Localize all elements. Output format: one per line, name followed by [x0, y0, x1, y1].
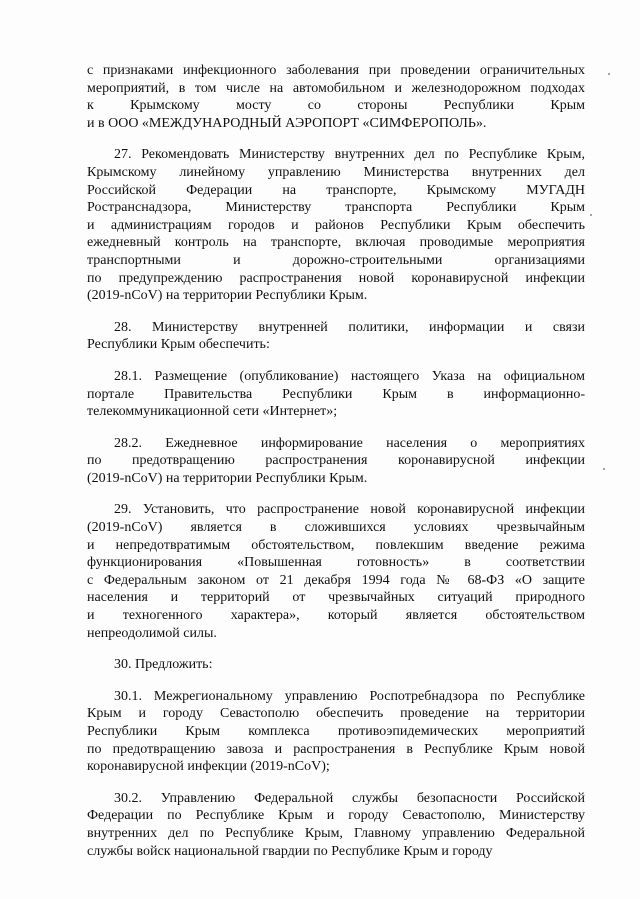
paragraph-30 — [87, 656, 585, 674]
text-line: 28.2. Ежедневное информирование населения о мероприятиях — [114, 435, 585, 451]
text-line: (2019-nCoV) является в сложившихся условиях чрезвычайным — [87, 520, 585, 536]
text-line: (2019-nCoV) на территории Республики Крым. — [87, 470, 368, 486]
paragraph-intro — [87, 62, 585, 132]
paragraph-28 — [87, 319, 585, 354]
text-line: 27. Рекомендовать Министерству внутренних дел по Республике Крым, — [114, 147, 585, 163]
text-line: к Крымскому мосту со стороны Республики Крым — [87, 98, 585, 114]
scan-speck — [590, 214, 592, 216]
text-line: 30.2. Управлению Федеральной службы безопасности Российской — [114, 790, 585, 806]
text-line: службы войск национальной гвардии по Республике Крым и городу — [87, 843, 493, 859]
text-line: 30. Предложить: — [114, 657, 213, 673]
text-line: Республики Крым комплекса противоэпидемических мероприятий — [87, 724, 585, 739]
text-line: с Федеральным законом от 21 декабря 1994 года № 68-ФЗ «О защите — [87, 572, 585, 588]
paragraph-28-2 — [87, 435, 585, 488]
text-line: по предупреждению распространения новой коронавирусной инфекции — [87, 270, 585, 286]
document-body — [87, 62, 585, 860]
paragraph-29 — [87, 501, 585, 642]
text-line: Крымскому линейному управлению Министерства внутренних дел — [87, 164, 585, 180]
text-line: (2019-nCoV) на территории Республики Крым. — [87, 288, 368, 304]
text-line: и в ООО «МЕЖДУНАРОДНЫЙ АЭРОПОРТ «СИМФЕРОПОЛЬ». — [87, 115, 487, 131]
text-line: Ространснадзора, Министерству транспорта Республики Крым — [87, 200, 585, 216]
text-line: коронавирусной инфекции (2019-nCoV); — [87, 759, 330, 775]
text-line: внутренних дел по Республике Крым, Главному управлению Федеральной — [87, 825, 585, 841]
text-line: непреодолимой силы. — [87, 625, 217, 641]
text-line: портале Правительства Республики Крым в информационно- — [87, 386, 585, 402]
paragraph-30-2 — [87, 790, 585, 860]
text-line: и непредотвратимым обстоятельством, повлекшим введение режима — [87, 537, 585, 553]
text-line: и администрациям городов и районов Республики Крым обеспечить — [87, 217, 585, 233]
scan-speck — [608, 73, 610, 75]
text-line: по предотвращению распространения коронавирусной инфекции — [87, 453, 585, 469]
text-line: Крым и городу Севастополю обеспечить проведение на территории — [87, 706, 585, 722]
text-line: с признаками инфекционного заболевания при проведении ограничительных — [87, 63, 585, 78]
text-line: 29. Установить, что распространение новой коронавирусной инфекции — [114, 502, 585, 518]
text-line: 30.1. Межрегиональному управлению Роспотребнадзора по Республике — [114, 688, 585, 704]
paragraph-27 — [87, 146, 585, 304]
text-line: функционирования «Повышенная готовность» в соответствии — [87, 555, 585, 571]
text-line: транспортными и дорожно-строительными организациями — [87, 252, 585, 268]
scan-speck — [603, 468, 605, 470]
text-line: Российской Федерации на транспорте, Крымскому МУГАДН — [87, 182, 585, 198]
text-line: Федерации по Республике Крым и городу Севастополю, Министерству — [87, 808, 585, 824]
text-line: 28.1. Размещение (опубликование) настоящего Указа на официальном — [114, 368, 585, 384]
paragraph-30-1 — [87, 688, 585, 776]
text-line: мероприятий, в том числе на автомобильном и железнодорожном подходах — [87, 80, 585, 96]
text-line: и техногенного характера», который является обстоятельством — [87, 608, 585, 624]
text-line: по предотвращению завоза и распространения в Республике Крым новой — [87, 741, 585, 757]
text-line: 28. Министерству внутренней политики, информации и связи — [114, 319, 585, 335]
paragraph-28-1 — [87, 368, 585, 421]
text-line: ежедневный контроль на транспорте, включая проводимые мероприятия — [87, 235, 585, 251]
text-line: населения и территорий от чрезвычайных ситуаций природного — [87, 590, 585, 606]
text-line: Республики Крым обеспечить: — [87, 337, 270, 353]
text-line: телекоммуникационной сети «Интернет»; — [87, 404, 338, 420]
